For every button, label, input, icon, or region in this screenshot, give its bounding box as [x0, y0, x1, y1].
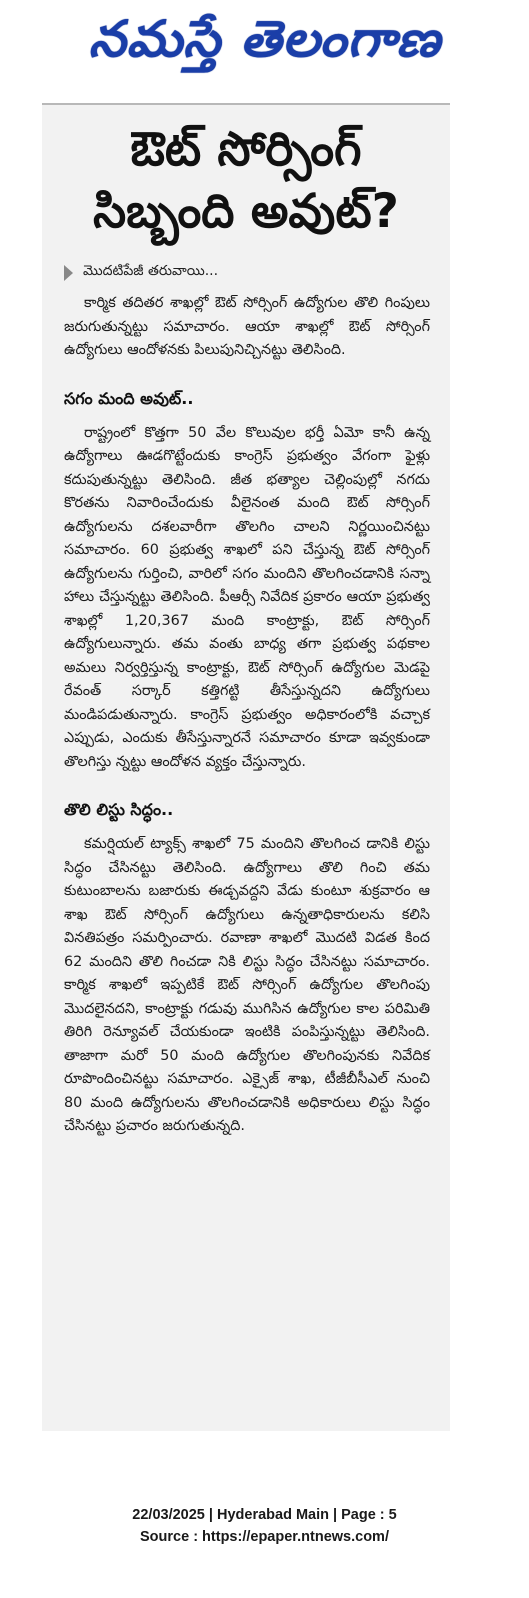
subheading-half-out: సగం మంది అవుట్..	[64, 388, 194, 408]
continuation-marker	[64, 263, 450, 282]
newspaper-logo: నమస్తే తెలంగాణ	[88, 9, 441, 68]
intro-paragraph: కార్మిక తదితర శాఖల్లో ఔట్ సోర్సింగ్ ఉద్యోగుల తొలి గింపులు జరుగుతున్నట్టు సమాచారం. ఆయా శాఖల్లో ఔట్ సోర్సింగ్ ఉద్యోగులు ఆందోళనకు పిలుపునిచ్చినట్టు తెలిసింది.	[64, 295, 430, 358]
source-link[interactable]: Source : https://epaper.ntnews.com/	[140, 1529, 389, 1545]
article-card	[42, 103, 450, 1431]
edition-info: 22/03/2025 | Hyderabad Main | Page : 5	[132, 1507, 397, 1523]
subheading-first-list: తొలి లిస్టు సిద్ధం..	[64, 800, 174, 819]
page-footer	[0, 1504, 529, 1548]
body-paragraph-2: కమర్షియల్ ట్యాక్స్ శాఖలో 75 మందిని తొలగించ డానికి లిస్టు సిద్ధం చేసినట్టు తెలిసింది. ఉద్యోగాలు తొలి గించి తమ కుటుంబాలను బజారుకు ఈడ్చవద్దని వేడు కుంటూ శుక్రవారం ఆ శాఖ ఔట్ సోర్సింగ్ ఉద్యోగులు ఉన్నతాధికారులను కలిసి వినతిపత్రం సమర్పించారు. రవాణా శాఖలో మొదటి విడత కింద 62 మందిని తొలి గించడా నికి లిస్టు సిద్ధం చేసినట్టు సమాచారం. కార్మిక శాఖలో ఇప్పటికే ఔట్ సోర్సింగ్ ఉద్యోగుల తొలగింపు మొదలైనదని, కాంట్రాక్టు గడువు ముగిసిన ఉద్యోగుల కాల పరిమితి తిరిగి రెన్యూవల్ చేయకుండా ఇంటికి పంపిస్తున్నట్టు తెలిసింది. తాజాగా మరో 50 మంది ఉద్యోగుల తొలగింపునకు నివేదిక రూపొందించినట్టు సమాచారం. ఎక్సైజ్ శాఖ, టీజీబీసీఎల్ నుంచి 80 మంది ఉద్యోగులను తొలగించడానికి అధికారులు లిస్టు సిద్ధం చేసినట్టు ప్రచారం జరుగుతున్నది.	[64, 836, 430, 1134]
headline-line-2: సిబ్బంది అవుట్?	[93, 184, 399, 239]
arrow-right-icon	[64, 265, 73, 281]
headline-line-1: ఔట్ సోర్సింగ్	[130, 122, 362, 177]
masthead	[0, 0, 529, 90]
article-headline	[50, 119, 442, 243]
body-paragraph-1: రాష్ట్రంలో కొత్తగా 50 వేల కొలువుల భర్తీ ఏమో కానీ ఉన్న ఉద్యోగాలు ఊడగొట్టేందుకు కాంగ్రెస్ ప్రభుత్వం వేగంగా ఫైళ్లు కదుపుతున్నట్టు తెలిసింది. జీత భత్యాల చెల్లింపుల్లో నగదు కొరతను నివారించేందుకు వీలైనంత మంది ఔట్ సోర్సింగ్ ఉద్యోగులను దశలవారీగా తొలగిం చాలని నిర్ణయించినట్టు సమాచారం. 60 ప్రభుత్వ శాఖలో పని చేస్తున్న ఔట్ సోర్సింగ్ ఉద్యోగులను గుర్తించి, వారిలో సగం మందిని తొలగించడానికి సన్నా హాలు చేస్తున్నట్టు తెలిసింది. పీఆర్సీ నివేదిక ప్రకారం ఆయా ప్రభుత్వ శాఖల్లో 1,20,367 మంది కాంట్రాక్టు, ఔట్ సోర్సింగ్ ఉద్యోగులున్నారు. తమ వంతు బాధ్య తగా ప్రభుత్వ పథకాల అమలు నిర్వర్తిస్తున్న కాంట్రాక్టు, ఔట్ సోర్సింగ్ ఉద్యోగుల మెడపై రేవంత్ సర్కార్ కత్తిగట్టి తీసేస్తున్నదని ఉద్యోగులు మండిపడుతున్నారు. కాంగ్రెస్ ప్రభుత్వం అధికారంలోకి వచ్చాక ఎప్పుడు, ఎందుకు తీసేస్తున్నారనే సమాచారం కూడా ఇవ్వకుండా తొలగిస్తు న్నట్టు ఆందోళన వ్యక్తం చేస్తున్నారు.	[64, 424, 430, 770]
continuation-text: మొదటిపేజీ తరువాయి...	[83, 263, 219, 279]
